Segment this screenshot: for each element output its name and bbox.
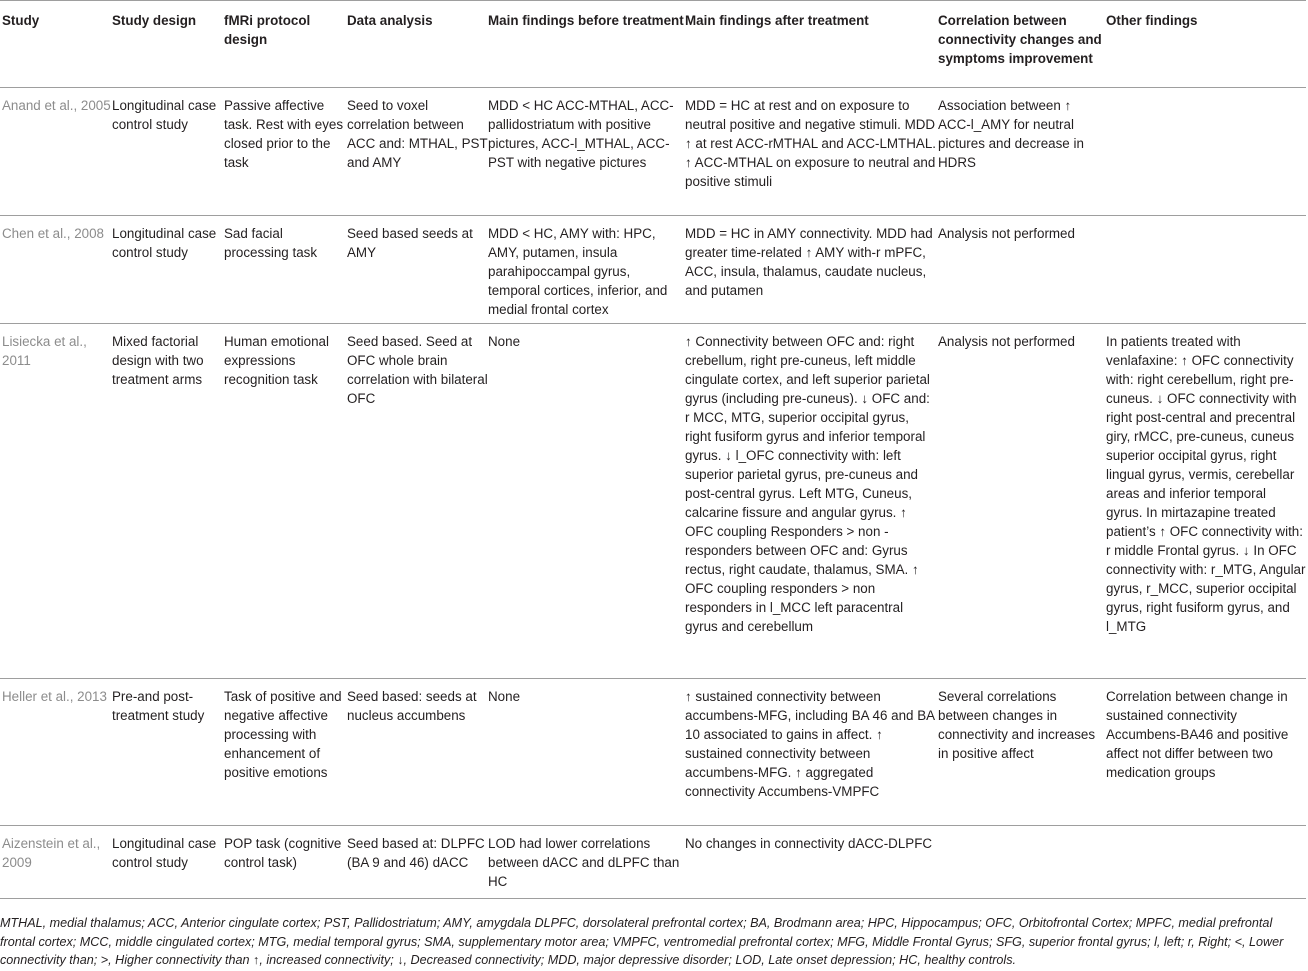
cell-study: Lisiecka et al., 2011 (2, 334, 87, 368)
table-footnote: MTHAL, medial thalamus; ACC, Anterior cingulate cortex; PST, Pallidostriatum; AMY, amygdala DLPFC, dorsolateral prefrontal cortex; BA, Brodmann area; HPC, Hippocampus; OFC, Orbitofrontal Cortex; MPFC, medial prefrontal frontal cortex; MCC, middle cingulated cortex; MTG, medial temporal gyrus; SMA, supplementary motor area; VMPFC, ventromedial prefrontal cortex; MFG, Middle Frontal Gyrus; SFG, superior frontal gyrus; l, left; r, Right; <, Lower connectivity than; >, Higher connectivity than ↑, increased connectivity; ↓, Decreased connectivity; MDD, major depressive disorder; LOD, Late onset depression; HC, healthy controls. (0, 916, 1284, 968)
header-other-findings: Other findings (1106, 1, 1306, 88)
header-findings-before: Main findings before treatment (488, 1, 685, 88)
cell-analysis: Seed based at: DLPFC (BA 9 and 46) dACC (347, 836, 485, 870)
cell-study: Anand et al., 2005 (2, 98, 111, 113)
table-row (0, 679, 1306, 826)
cell-protocol: POP task (cognitive control task) (224, 836, 342, 870)
cell-design: Longitudinal case control study (112, 98, 217, 132)
cell-study: Heller et al., 2013 (2, 689, 107, 704)
cell-correlation (938, 826, 1106, 899)
cell-protocol: Human emotional expressions recognition task (224, 334, 329, 387)
header-fmri-protocol: fMRi protocol design (224, 1, 347, 88)
cell-other (1106, 826, 1306, 899)
cell-correlation: Several correlations between changes in connectivity and increases in positive affect (938, 689, 1096, 761)
cell-analysis: Seed based. Seed at OFC whole brain correlation with bilateral OFC (347, 334, 488, 406)
header-data-analysis: Data analysis (347, 1, 488, 88)
cell-after: ↑ sustained connectivity between accumbens-MFG, including BA 46 and BA 10 associated to gains in affect. ↑ sustained connectivity between accumbens-MFG. ↑ aggregated connectivity Accumbens-VMPFC (685, 689, 935, 799)
header-study-design: Study design (112, 1, 224, 88)
cell-protocol: Task of positive and negative affective processing with enhancement of positive emotions (224, 689, 342, 780)
cell-other: Correlation between change in sustained connectivity Accumbens-BA46 and positive affect not differ between two medication groups (1106, 689, 1289, 780)
cell-correlation: Association between ↑ ACC-l_AMY for neutral pictures and decrease in HDRS (938, 98, 1084, 170)
cell-design: Longitudinal case control study (112, 836, 217, 870)
header-correlation: Correlation between connectivity changes and symptoms improvement (938, 1, 1106, 88)
cell-analysis: Seed to voxel correlation between ACC and: MTHAL, PST and AMY (347, 98, 488, 170)
cell-design: Mixed factorial design with two treatment arms (112, 334, 204, 387)
cell-after: MDD = HC at rest and on exposure to neutral positive and negative stimuli. MDD ↑ at rest ACC-rMTHAL and ACC-LMTHAL. ↑ ACC-MTHAL on exposure to neutral and positive stimuli (685, 98, 937, 189)
cell-protocol: Sad facial processing task (224, 226, 318, 260)
cell-other (1106, 88, 1306, 216)
cell-design: Longitudinal case control study (112, 226, 217, 260)
cell-after: MDD = HC in AMY connectivity. MDD had greater time-related ↑ AMY with-r mPFC, ACC, insula, thalamus, caudate nucleus, and putamen (685, 226, 933, 298)
cell-correlation: Analysis not performed (938, 334, 1075, 349)
cell-after: No changes in connectivity dACC-DLPFC (685, 836, 933, 851)
cell-before: MDD < HC ACC-MTHAL, ACC-pallidostriatum with positive pictures, ACC-l_MTHAL, ACC-PST with negative pictures (488, 98, 674, 170)
cell-study: Aizenstein et al., 2009 (2, 836, 101, 870)
cell-after: ↑ Connectivity between OFC and: right crebellum, right pre-cuneus, left middle cingulate cortex, and left superior parietal gyrus (including pre-cuneus). ↓ OFC and: r MCC, MTG, superior occipital gyrus, right fusiform gyrus and inferior temporal gyrus. ↓ l_OFC connectivity with: left superior parietal gyrus, pre-cuneus and post-central gyrus. Left MTG, Cuneus, calcarine fissure and angular gyrus. ↑ OFC coupling Responders > non -responders between OFC and: Gyrus rectus, right caudate, thalamus, SMA. ↑ OFC coupling responders > non responders in l_MCC left paracentral gyrus and cerebellum (685, 334, 930, 634)
cell-other: In patients treated with venlafaxine: ↑ OFC connectivity with: right cerebellum, right pre-cuneus. ↓ OFC connectivity with right post-central and precentral giry, rMCC, pre-cuneus, cuneus superior occipital gyrus, right lingual gyrus, vermis, cerebellar areas and inferior temporal gyrus. In mirtazapine treated patient’s ↑ OFC connectivity with: r middle Frontal gyrus. ↓ In OFC connectivity with: r_MTG, Angular gyrus, r_MCC, superior occipital gyrus, right fusiform gyrus, and l_MTG (1106, 334, 1306, 634)
table-row (0, 324, 1306, 679)
cell-study: Chen et al., 2008 (2, 226, 104, 241)
header-study: Study (0, 1, 112, 88)
table-row (0, 216, 1306, 324)
cell-before: LOD had lower correlations between dACC and dLPFC than HC (488, 836, 680, 889)
cell-protocol: Passive affective task. Rest with eyes closed prior to the task (224, 98, 344, 170)
table-row (0, 88, 1306, 216)
cell-before: MDD < HC, AMY with: HPC, AMY, putamen, insula parahipoccampal gyrus, temporal cortices, inferior, and medial frontal cortex (488, 226, 668, 317)
cell-before: None (488, 334, 521, 349)
cell-correlation: Analysis not performed (938, 226, 1075, 241)
cell-other (1106, 216, 1306, 324)
table-row (0, 826, 1306, 899)
cell-design: Pre-and post-treatment study (112, 689, 205, 723)
header-row (0, 1, 1306, 88)
header-findings-after: Main findings after treatment (685, 1, 938, 88)
cell-analysis: Seed based: seeds at nucleus accumbens (347, 689, 477, 723)
cell-before: None (488, 689, 521, 704)
cell-analysis: Seed based seeds at AMY (347, 226, 473, 260)
